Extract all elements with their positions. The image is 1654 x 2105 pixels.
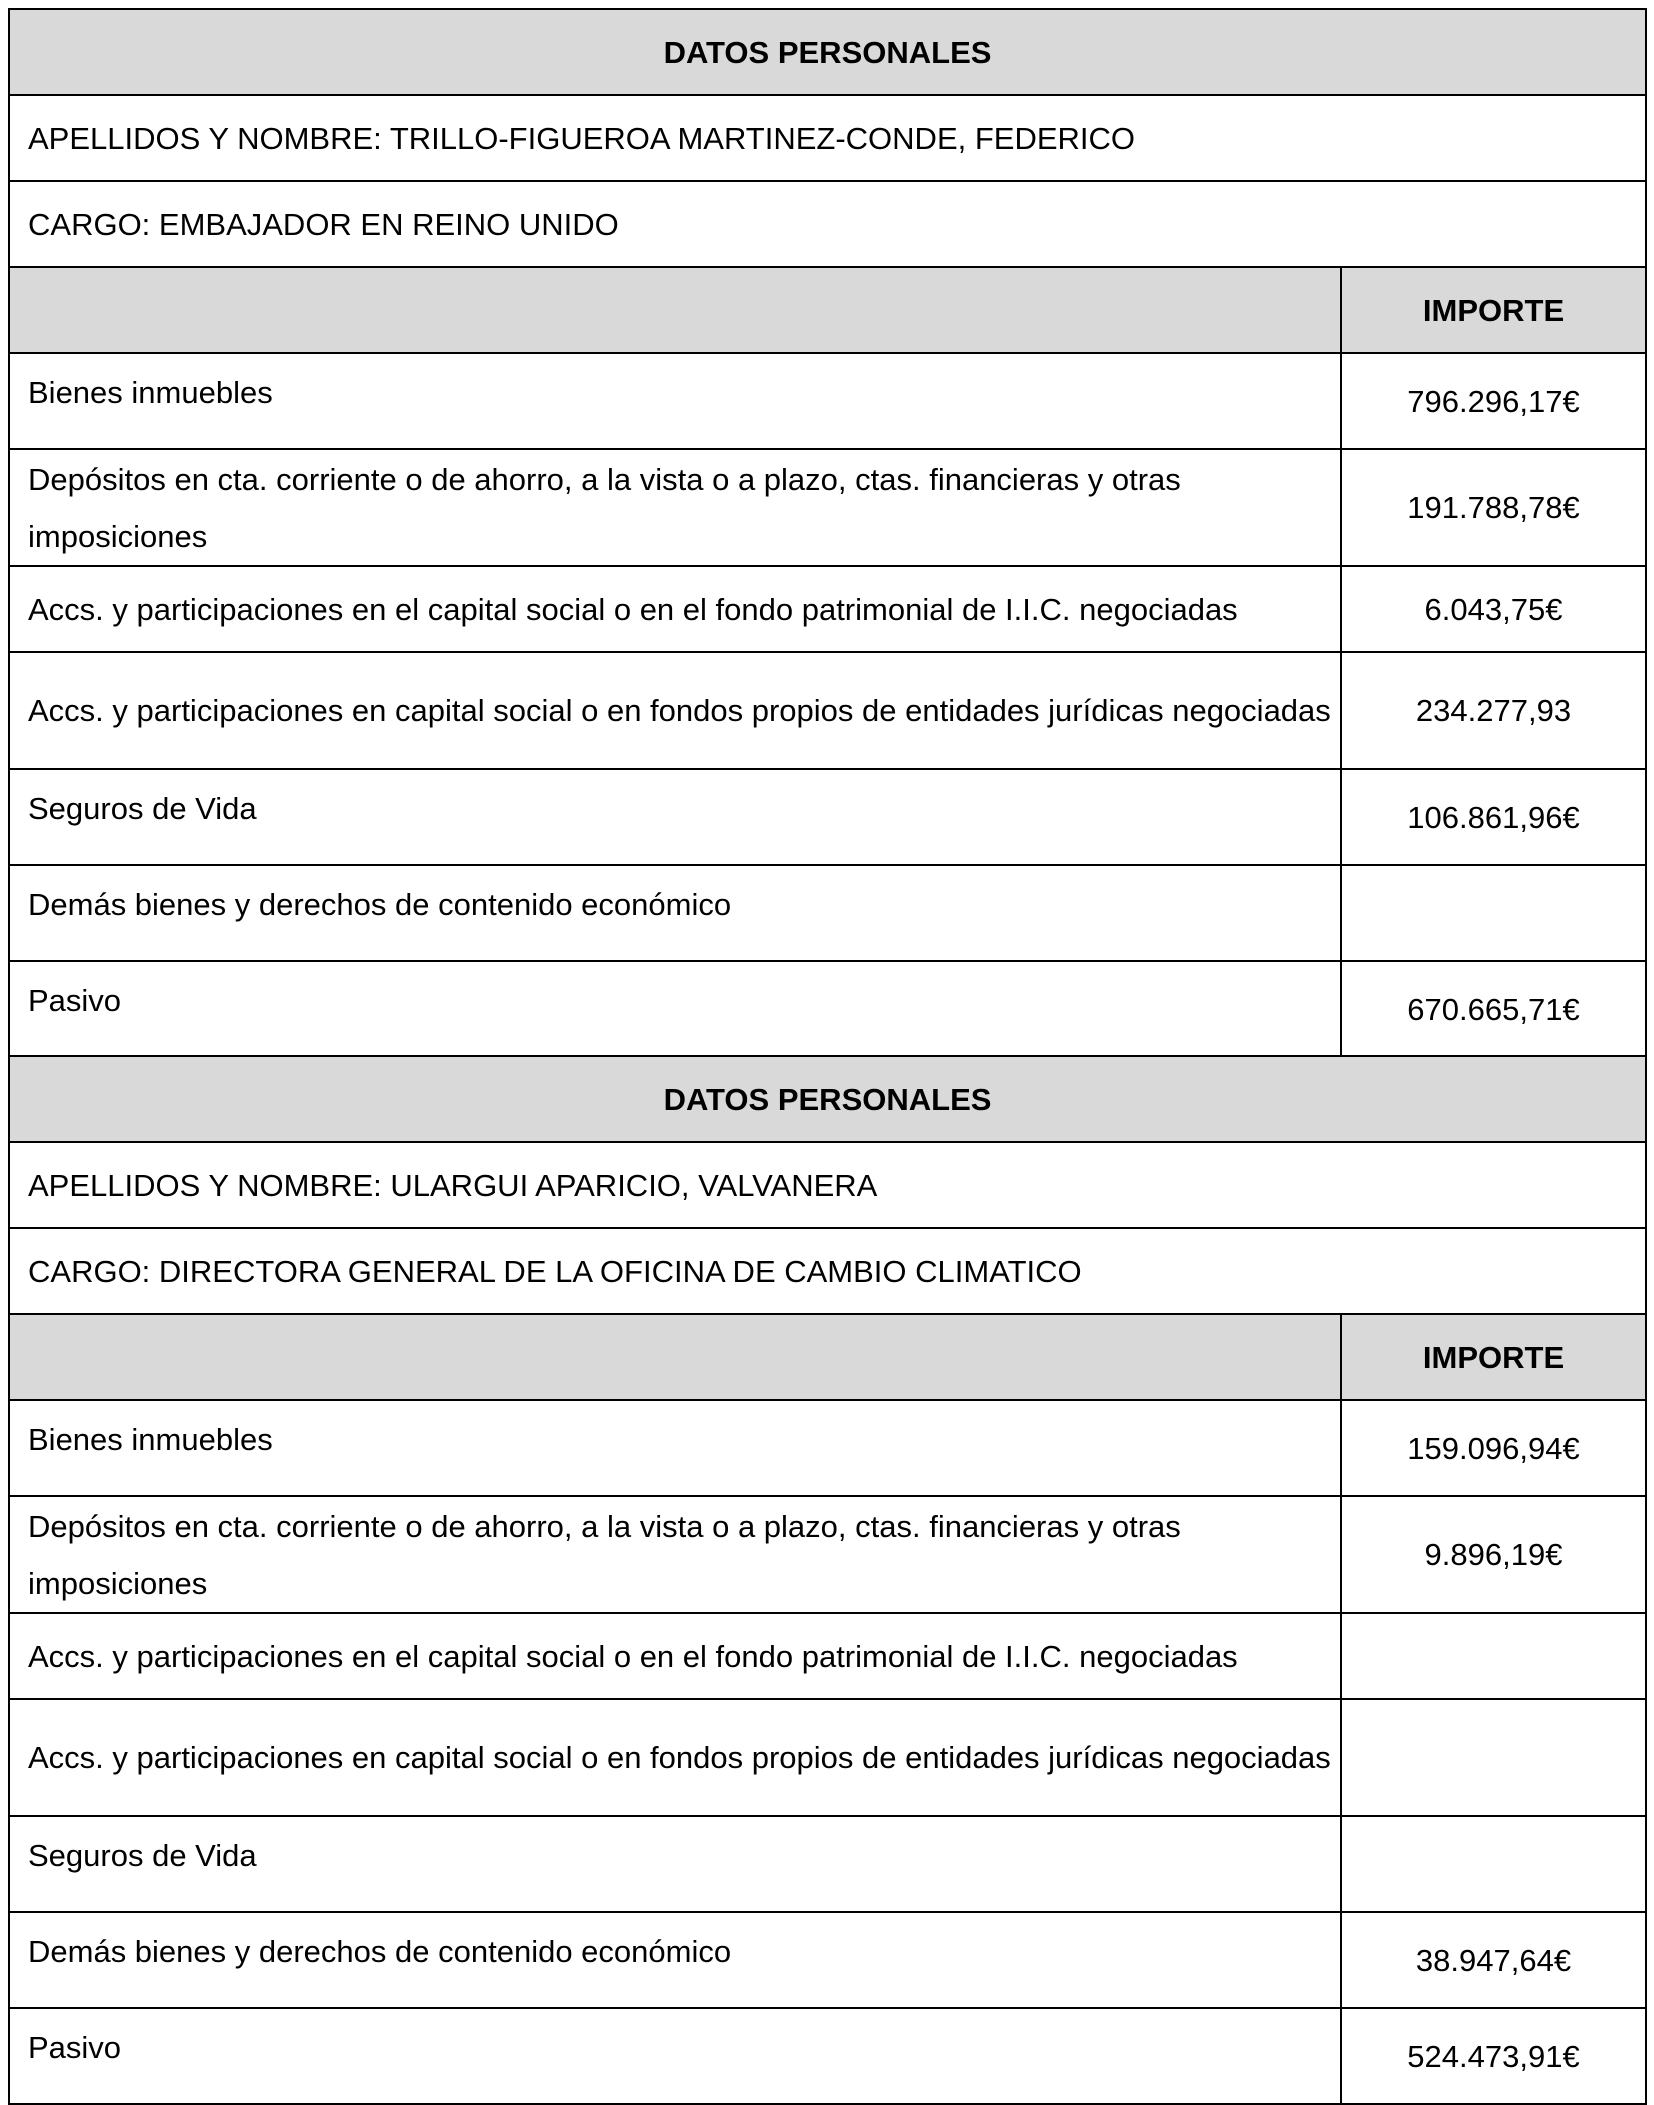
table-row [9,652,1646,769]
row-amount: 106.861,96€ [1341,769,1646,865]
row-label: Demás bienes y derechos de contenido económico [9,865,1341,961]
table-row [9,1613,1646,1699]
row-amount: 670.665,71€ [1341,961,1646,1057]
table-row [9,961,1646,1057]
table-row [9,1699,1646,1816]
section-header-row [9,9,1646,95]
cargo-row [9,181,1646,267]
row-label: Accs. y participaciones en capital social o en fondos propios de entidades jurídicas negociadas [9,652,1341,769]
table-row [9,1912,1646,2008]
section-title: DATOS PERSONALES [9,9,1646,95]
declaration-table [8,8,1647,1058]
cargo-line: CARGO: DIRECTORA GENERAL DE LA OFICINA DE CAMBIO CLIMATICO [9,1228,1646,1314]
row-label: Seguros de Vida [9,769,1341,865]
table-row [9,865,1646,961]
row-label: Seguros de Vida [9,1816,1341,1912]
row-amount [1341,1699,1646,1816]
row-label: Depósitos en cta. corriente o de ahorro, a la vista o a plazo, ctas. financieras y otras imposiciones [9,449,1341,566]
table-row [9,1816,1646,1912]
name-row [9,1142,1646,1228]
column-header-row [9,267,1646,353]
row-amount [1341,1816,1646,1912]
label-header-cell [9,267,1341,353]
table-row [9,1400,1646,1496]
row-amount: 191.788,78€ [1341,449,1646,566]
label-header-cell [9,1314,1341,1400]
amount-header: IMPORTE [1341,1314,1646,1400]
cargo-row [9,1228,1646,1314]
name-row [9,95,1646,181]
row-amount: 524.473,91€ [1341,2008,1646,2104]
row-label: Accs. y participaciones en el capital social o en el fondo patrimonial de I.I.C. negociadas [9,1613,1341,1699]
asset-declaration-2 [8,1055,1645,2105]
declaration-table [8,1055,1647,2105]
name-line: APELLIDOS Y NOMBRE: TRILLO-FIGUEROA MARTINEZ-CONDE, FEDERICO [9,95,1646,181]
row-label: Accs. y participaciones en el capital social o en el fondo patrimonial de I.I.C. negociadas [9,566,1341,652]
amount-header: IMPORTE [1341,267,1646,353]
table-row [9,566,1646,652]
table-row [9,2008,1646,2104]
row-amount: 6.043,75€ [1341,566,1646,652]
row-amount [1341,865,1646,961]
row-amount: 159.096,94€ [1341,1400,1646,1496]
column-header-row [9,1314,1646,1400]
cargo-line: CARGO: EMBAJADOR EN REINO UNIDO [9,181,1646,267]
row-label: Bienes inmuebles [9,353,1341,449]
row-label: Bienes inmuebles [9,1400,1341,1496]
asset-declaration-1 [8,8,1645,1058]
row-amount: 9.896,19€ [1341,1496,1646,1613]
row-label: Accs. y participaciones en capital social o en fondos propios de entidades jurídicas negociadas [9,1699,1341,1816]
section-title: DATOS PERSONALES [9,1056,1646,1142]
section-header-row [9,1056,1646,1142]
row-label: Pasivo [9,961,1341,1057]
row-amount: 796.296,17€ [1341,353,1646,449]
table-row [9,769,1646,865]
table-row [9,1496,1646,1613]
row-label: Pasivo [9,2008,1341,2104]
row-label: Demás bienes y derechos de contenido económico [9,1912,1341,2008]
row-amount [1341,1613,1646,1699]
name-line: APELLIDOS Y NOMBRE: ULARGUI APARICIO, VALVANERA [9,1142,1646,1228]
row-amount: 38.947,64€ [1341,1912,1646,2008]
row-amount: 234.277,93 [1341,652,1646,769]
row-label: Depósitos en cta. corriente o de ahorro, a la vista o a plazo, ctas. financieras y otras imposiciones [9,1496,1341,1613]
table-row [9,353,1646,449]
table-row [9,449,1646,566]
